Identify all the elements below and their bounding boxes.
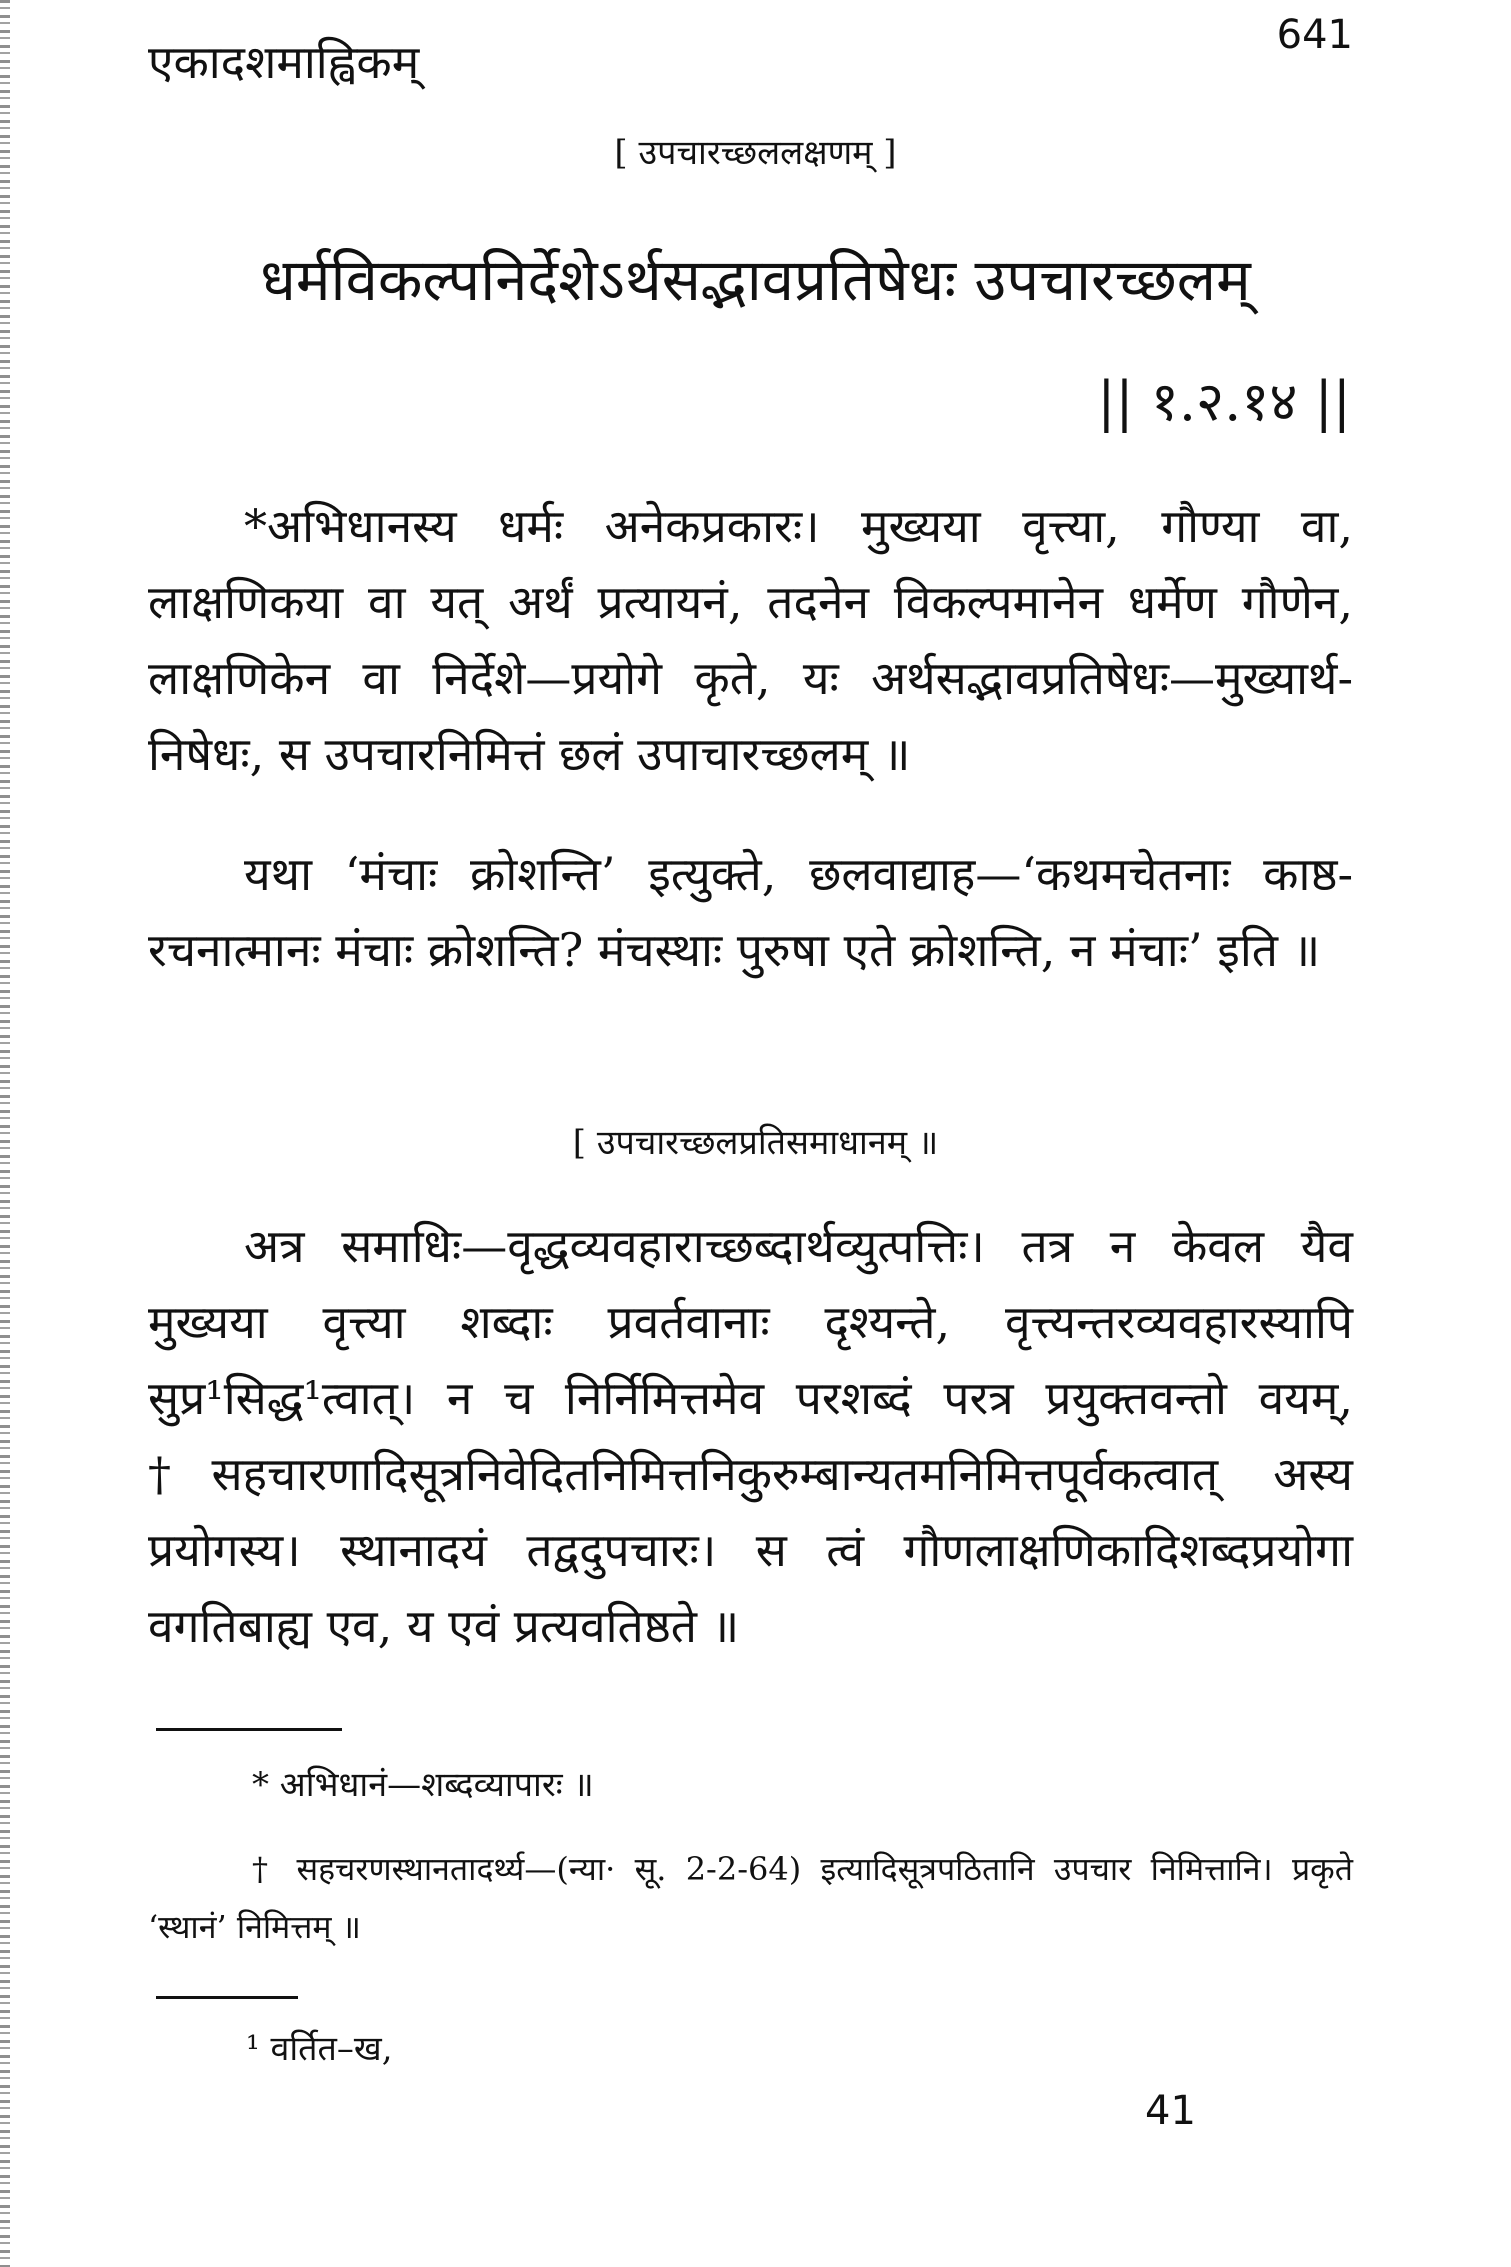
footnote-dagger: † सहचरणस्थानतादर्थ्य—(न्या· सू. 2-2-64) इत्यादिसूत्रपठितानि उपचार निमित्तानि। प्रकृते ‘स्थानं’ निमित्तम् ॥: [148, 1850, 1353, 1946]
section-heading-resolution: [ उपचारच्छलप्रतिसमाधानम् ॥: [572, 1123, 939, 1163]
footnote-star: * अभिधानं—शब्दव्यापारः ॥: [252, 1765, 594, 1805]
commentary-paragraph-2: यथा ‘मंचाः क्रोशन्ति’ इत्युक्ते, छलवाद्याह—‘कथमचेतनाः काष्ठ-रचनात्मानः मंचाः क्रोशन्ति? मंचस्थाः पुरुषा एते क्रोशन्ति, न मंचाः’ इति ॥: [148, 847, 1353, 977]
section-heading-definition: [ उपचारच्छललक्षणम् ]: [614, 133, 897, 173]
footnote-variant: ¹ वर्तित–ख,: [246, 2029, 393, 2069]
footnote-rule: [156, 1728, 342, 1731]
footer-signature-number: 41: [1145, 2088, 1196, 2134]
commentary-paragraph-1: *अभिधानस्य धर्मः अनेकप्रकारः। मुख्यया वृत्त्या, गौण्या वा, लाक्षणिकया वा यत् अर्थं प्रत्यायनं, तदनेन विकल्पमानेन धर्मेण गौणेन, लाक्षणिकेन वा निर्देशे—प्रयोगे कृते, यः अर्थसद्भावप्रतिषेधः—मुख्यार्थ-निषेधः, स उपचारनिमित्तं छलं उपाचारच्छलम् ॥: [148, 499, 1353, 781]
running-header: एकादशमाह्विकम्: [148, 35, 420, 89]
commentary-paragraph-3: अत्र समाधिः—वृद्धव्यवहाराच्छब्दार्थव्युत्पत्तिः। तत्र न केवल यैव मुख्यया वृत्त्या शब्दाः प्रवर्तवानाः दृश्यन्ते, वृत्त्यन्तरव्यवहारस्यापि सुप्र¹सिद्ध¹त्वात्। न च निर्निमित्तमेव परशब्दं परत्र प्रयुक्तवन्तो वयम्, †सहचारणादिसूत्रनिवेदितनिमित्तनिकुरुम्बान्यतमनिमित्तपूर्वकत्वात् अस्य प्रयोगस्य। स्थानादयं तद्वदुपचारः। स त्वं गौणलाक्षणिकादिशब्दप्रयोगा वगतिबाह्य एव, य एवं प्रत्यवतिष्ठते ॥: [148, 1219, 1353, 1653]
sutra-number: || १.२.१४ ||: [1097, 370, 1351, 433]
sutra-text: धर्मविकल्पनिर्देशेऽर्थसद्भावप्रतिषेधः उपचारच्छलम्: [260, 246, 1251, 314]
page-number: 641: [1276, 12, 1353, 58]
footnote-rule-2: [156, 1996, 298, 1999]
